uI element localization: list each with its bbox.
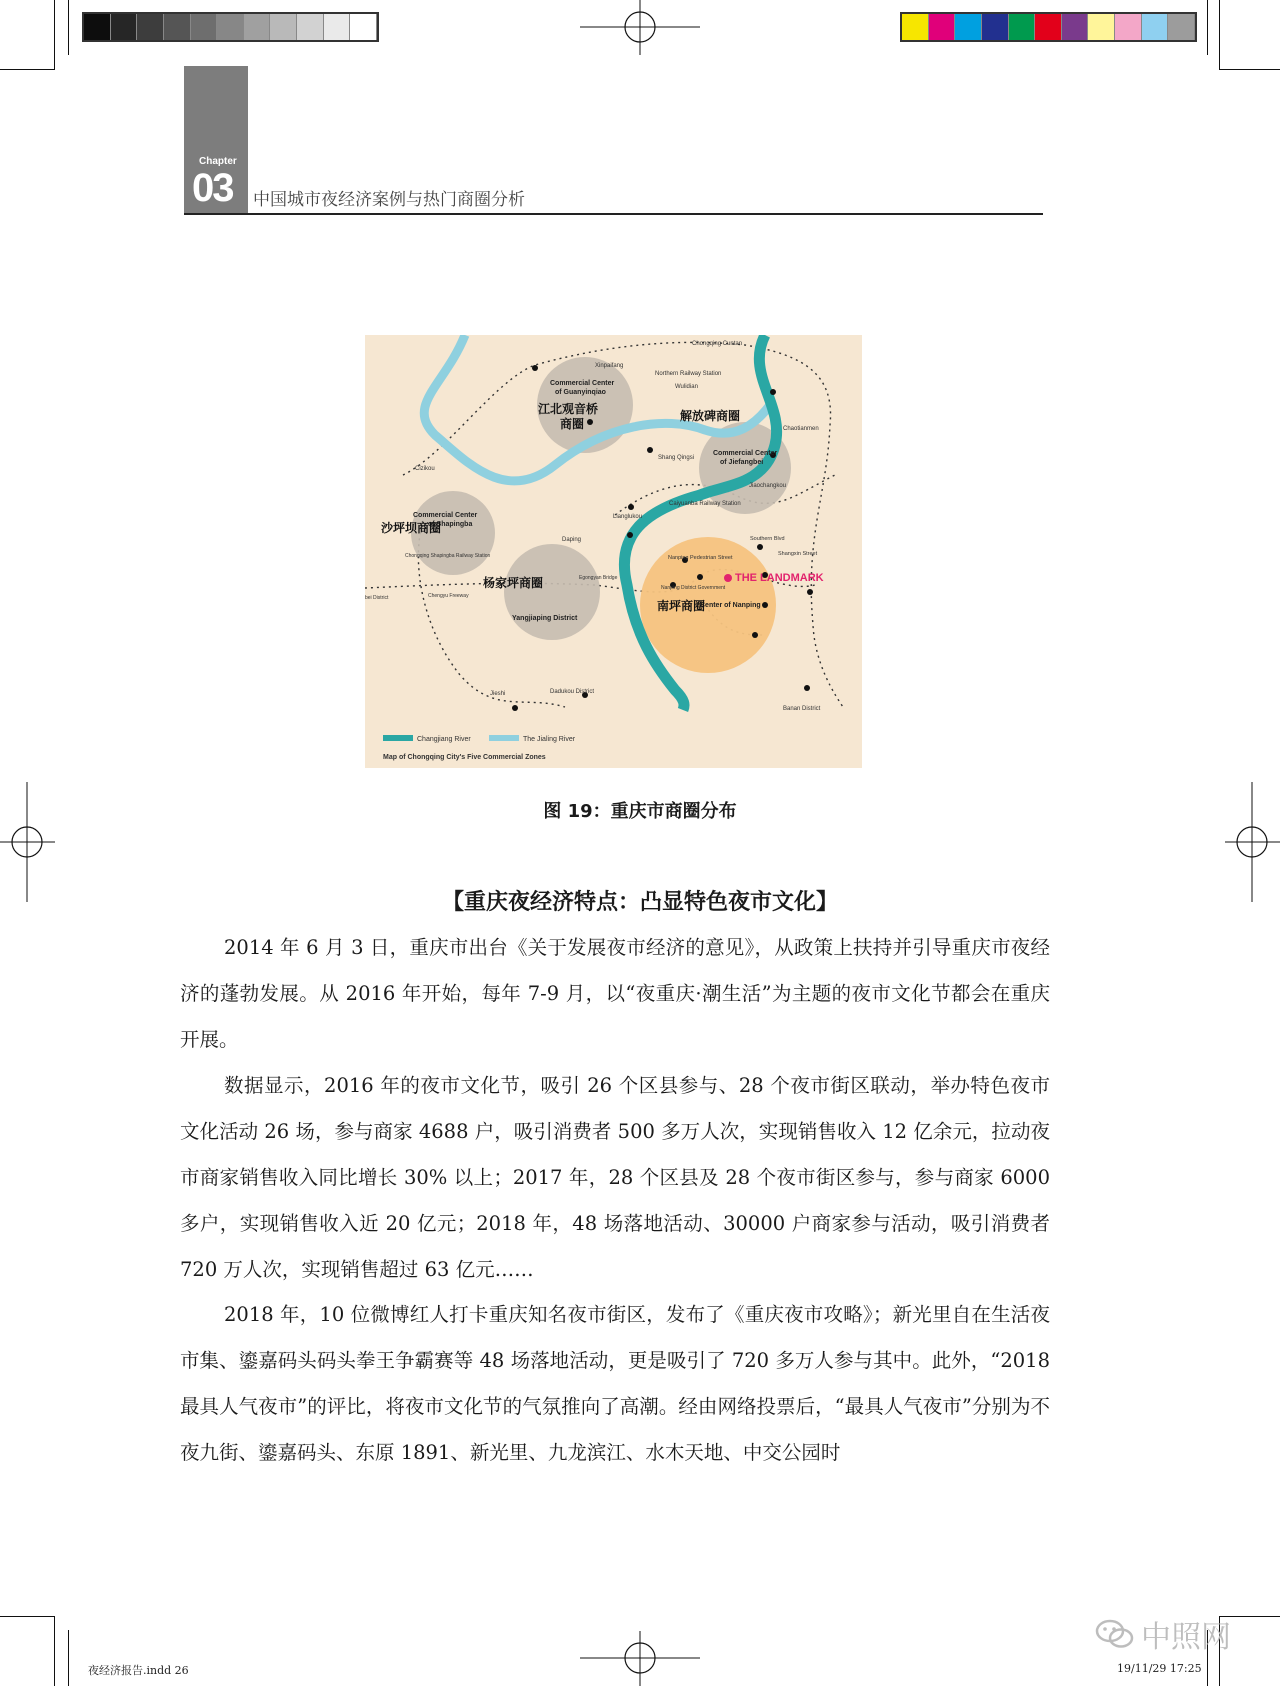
color-swatch [1142, 14, 1169, 40]
map-place-label: Chongqing Cuntan [692, 341, 743, 347]
color-swatch [164, 14, 191, 40]
crop-mark [54, 1616, 55, 1686]
zone-cn-label: 南坪商圈 [657, 599, 706, 613]
map-place-label: bei District [365, 595, 389, 601]
map-place-label: Xinpaifang [595, 363, 624, 369]
color-swatch [324, 14, 351, 40]
color-swatch [1088, 14, 1115, 40]
chapter-number: 03 [192, 166, 233, 210]
figure-caption: 图 19：重庆市商圈分布 [543, 801, 737, 822]
map-place-label: Chaotianmen [783, 426, 819, 432]
zone-cn-label: 江北观音桥 [538, 402, 599, 416]
legend-swatch-changjiang [383, 735, 413, 741]
grayscale-color-bar [82, 12, 379, 42]
map-place-label: Shangxin Street [778, 551, 818, 557]
footer-timestamp: 19/11/29 17:25 [1117, 1662, 1202, 1675]
zone-cn-label: 沙坪坝商圈 [381, 521, 442, 535]
color-swatch [111, 14, 138, 40]
color-swatch [1062, 14, 1089, 40]
zone-cn-label: 商圈 [560, 417, 585, 431]
zone-yangjiaping [504, 544, 600, 640]
zone-en-label: of Jiefangbei [720, 459, 764, 466]
map-place-label: Jieshi [490, 691, 506, 697]
map-place-label: Nanping Pedestrian Street [668, 555, 733, 561]
watermark [1095, 1612, 1231, 1656]
crop-mark [1207, 0, 1208, 55]
color-swatch [1168, 14, 1195, 40]
map-place-label: Southern Blvd [750, 536, 785, 542]
watermark-text: 中照网 [1141, 1620, 1231, 1655]
color-swatch [217, 14, 244, 40]
chapter-word: Chapter [199, 156, 237, 167]
map-place-label: Jiaochangkou [749, 483, 787, 489]
color-swatch [84, 14, 111, 40]
map-place-label: Cizikou [415, 466, 435, 472]
body-paragraph: 数据显示，2016 年的夜市文化节，吸引 26 个区县参与、28 个夜市街区联动，举办特色夜市文化活动 26 场，参与商家 4688 户，吸引消费者 500 多万人次，实现销售收入 12 亿余元，拉动夜市商家销售收入同比增长 30% 以上；2017 年，28 个区县及 28 个夜市街区参与，参与商家 6000 多户，实现销售收入近 20 亿元；2018 年，48 场落地活动、30000 户商家参与活动，吸引消费者 720 万人次，实现销售超过 63 亿元…… [180, 1074, 1050, 1281]
map-title: Map of Chongqing City's Five Commercial Zones [383, 754, 546, 761]
zone-en-label: Yangjiaping District [512, 615, 578, 622]
section-heading: 【重庆夜经济特点：凸显特色夜市文化】 [441, 890, 838, 915]
landmark-marker [724, 574, 732, 582]
footer-file-info: 夜经济报告.indd 26 [88, 1664, 189, 1677]
zone-en-label: Commercial Center [413, 512, 478, 519]
body-paragraph: 2018 年，10 位微博红人打卡重庆知名夜市街区，发布了《重庆夜市攻略》；新光里自在生活夜市集、鎏嘉码头码头拳王争霸赛等 48 场落地活动，更是吸引了 720 多万人参与其中。此外，“2018 最具人气夜市”的评比，将夜市文化节的气氛推向了高潮。经由网络投票后，“最具人气夜市”分别为不夜九街、鎏嘉码头、东原 1891、新光里、九龙滨江、水木天地、中交公园时 [180, 1303, 1050, 1464]
chongqing-commercial-zones-map [365, 335, 862, 768]
map-place-label: Caiyuanba Railway Station [669, 501, 741, 507]
color-swatch [929, 14, 956, 40]
color-swatch [1115, 14, 1142, 40]
zone-en-label: Commercial Center [550, 380, 615, 387]
color-swatch [1035, 14, 1062, 40]
color-swatch [350, 14, 377, 40]
zone-en-label: of Shapingba [428, 521, 473, 528]
zone-en-label: Center of Nanping [700, 602, 761, 609]
registration-mark-bottom [580, 1631, 700, 1686]
chapter-tab [184, 66, 248, 214]
legend-label-jialing: The Jialing River [523, 736, 576, 743]
color-swatch [1009, 14, 1036, 40]
color-swatch [137, 14, 164, 40]
process-color-bar [900, 12, 1197, 42]
map-place-label: Egongyan Bridge [579, 575, 618, 581]
crop-mark [0, 69, 55, 70]
color-swatch [902, 14, 929, 40]
map-place-label: Wulidian [675, 384, 698, 390]
crop-mark [54, 0, 55, 70]
zone-cn-label: 杨家坪商圈 [483, 576, 544, 590]
legend-swatch-jialing [489, 735, 519, 741]
map-place-label: Banan District [783, 706, 821, 712]
crop-mark [68, 1630, 69, 1686]
map-place-label: Lianglukou [613, 514, 643, 520]
color-swatch [270, 14, 297, 40]
color-swatch [297, 14, 324, 40]
landmark-label: THE LANDMARK [735, 572, 824, 584]
map-place-label: Shang Qingsi [658, 455, 695, 461]
color-swatch [244, 14, 271, 40]
color-swatch [955, 14, 982, 40]
map-place-label: Daping [562, 537, 582, 543]
crop-mark [68, 0, 69, 55]
registration-mark-top [580, 0, 700, 55]
crop-mark [0, 1616, 55, 1617]
wechat-icon [1095, 1618, 1135, 1650]
body-paragraph: 2014 年 6 月 3 日，重庆市出台《关于发展夜市经济的意见》，从政策上扶持并引导重庆市夜经济的蓬勃发展。从 2016 年开始，每年 7-9 月，以“夜重庆·潮生活”为主题的夜市文化节都会在重庆开展。 [180, 936, 1050, 1051]
color-swatch [191, 14, 218, 40]
header-rule [184, 213, 1043, 215]
zone-en-label: Commercial Center [713, 450, 778, 457]
legend-label-changjiang: Changjiang River [417, 736, 471, 743]
map-place-label: Chongqing Shapingba Railway Station [405, 553, 491, 559]
map-place-label: Nanping District Government [661, 585, 726, 591]
crop-mark [1219, 0, 1220, 70]
running-header-title: 中国城市夜经济案例与热门商圈分析 [253, 190, 525, 210]
zone-en-label: of Guanyinqiao [555, 389, 606, 396]
crop-mark [1219, 69, 1280, 70]
color-swatch [982, 14, 1009, 40]
map-place-label: Dadukou District [550, 689, 595, 695]
zone-cn-label: 解放碑商圈 [680, 409, 741, 423]
map-place-label: Chengyu Freeway [428, 593, 469, 599]
map-place-label: Northern Railway Station [655, 371, 722, 377]
